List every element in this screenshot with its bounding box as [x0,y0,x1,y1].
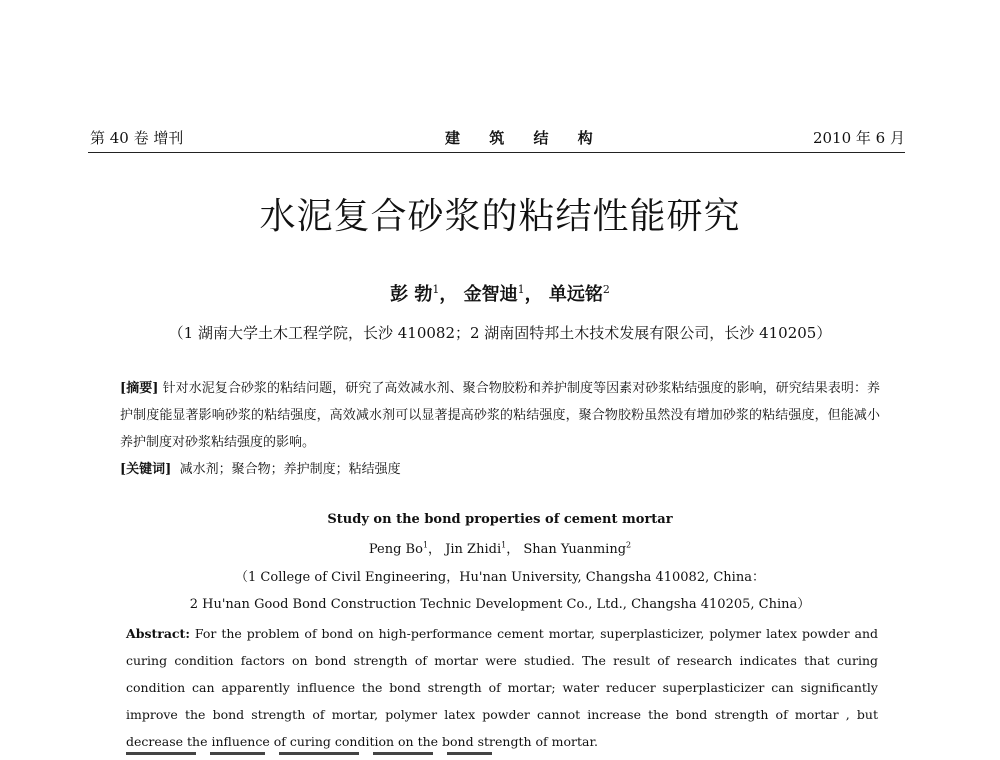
abstract-label-cn: [摘要] [120,381,159,396]
author-separator-en: ， [506,542,520,557]
author-name-en: Shan Yuanming [523,542,627,557]
keywords-label-cn: [关键词] [120,462,172,477]
author-name-en: Peng Bo [368,542,423,557]
abstract-text-en: For the problem of bond on high-performance cement mortar, superplasticizer, polymer latex powder and curing condition factors on bond strength of mortar were studied. The result of research indicates that curing condition can apparently influence the bond strength of mortar; water reducer superplasticizer can significantly improve the bond strength of mortar, polymer latex powder cannot increase the bond strength of mortar , but decrease the influence of curing condition on the bond strength of mortar. [126,626,878,749]
author-separator: ， [524,284,543,305]
author-name: 单远铭 [548,284,603,305]
author-name: 金智迪 [463,284,518,305]
author-affil-mark-en: 1 [422,540,429,550]
keywords-text-cn: 减水剂；聚合物；养护制度；粘结强度 [179,462,401,477]
author-affil-mark-en: 2 [626,540,632,550]
abstract-cn [120,375,880,456]
author-affil-mark: 1 [517,283,525,296]
journal-name: 建 筑 结 构 [445,129,605,147]
author-name: 彭 勃 [390,284,433,305]
author-affil-mark: 1 [432,283,440,296]
cut-off-text-line [126,752,546,760]
author-affil-mark-en: 1 [501,540,507,550]
header-rule [88,152,905,153]
author-separator: ， [439,284,458,305]
affiliation-en-1: （1 College of Civil Engineering，Hu'nan University, Changsha 410082, China： [235,570,765,585]
author-name-en: Jin Zhidi [445,542,502,557]
affiliation-en-2: 2 Hu'nan Good Bond Construction Technic Development Co., Ltd., Changsha 410205, China） [189,597,811,612]
running-header [90,127,905,149]
abstract-text-cn: 针对水泥复合砂浆的粘结问题，研究了高效减水剂、聚合物胶粉和养护制度等因素对砂浆粘结强度的影响，研究结果表明：养护制度能显著影响砂浆的粘结强度，高效减水剂可以显著提高砂浆的粘结强度，聚合物胶粉虽然没有增加砂浆的粘结强度，但能减小养护制度对砂浆粘结强度的影响。 [120,381,880,450]
english-title: Study on the bond properties of cement mortar [327,512,673,527]
author-list-en [0,538,1000,557]
affiliation-cn: （1 湖南大学土木工程学院，长沙 410082；2 湖南固特邦土木技术发展有限公司，长沙 410205） [168,324,832,342]
author-separator-en: ， [428,542,442,557]
abstract-label-en: Abstract: [126,626,190,641]
publication-date: 2010 年 6 月 [812,129,905,147]
paper-title: 水泥复合砂浆的粘结性能研究 [259,196,741,237]
volume-issue: 第 40 卷 增刊 [90,129,184,147]
abstract-en [126,620,878,755]
author-list-cn [0,280,1000,306]
keywords-cn [120,456,880,483]
author-affil-mark: 2 [602,283,610,296]
